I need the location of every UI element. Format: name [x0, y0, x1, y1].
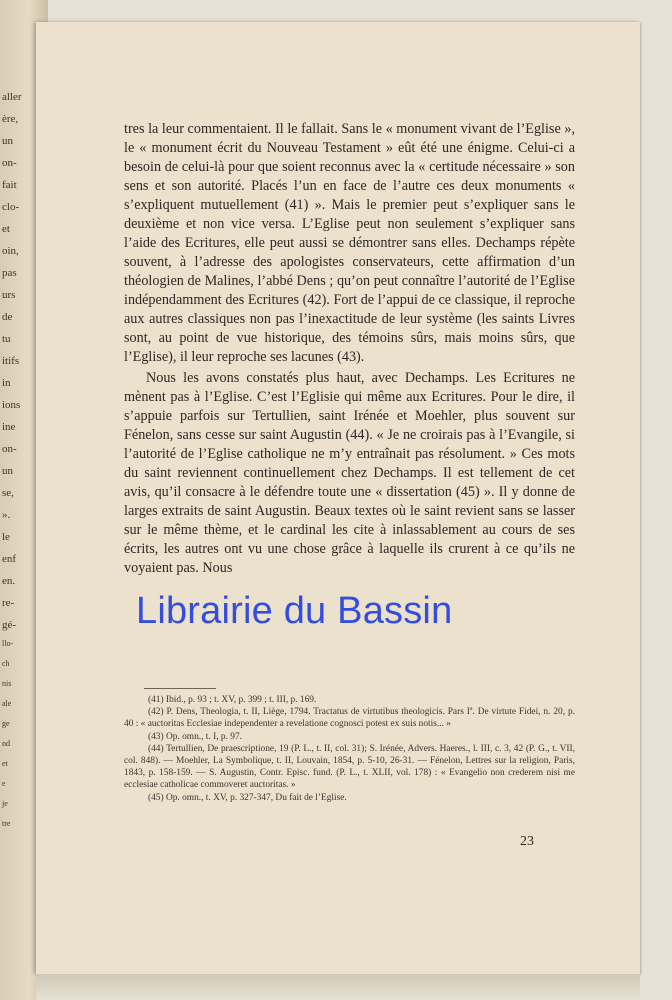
paragraph-1: tres la leur commentaient. Il le fallait. Sans le « monument vivant de l’Eglise », le « monument écrit du Nouveau Testament » eût été une énigme. Celui-ci a besoin de celui-là pour que soient reconnus avec la « certitude nécessaire » son sens et son autorité. Placés l’un en face de l’autre ces deux monuments « s’expliquent mutuellement (41) ». Mais le premier peut s’expliquer sans le deuxième et non vice versa. L’Eglise peut non seulement s’expliquer sans l’aide des Ecritures, elle peut aussi se démontrer sans elles. Dechamps répète souvent, à l’adresse des apologistes conservateurs, cette affirmation d’un théologien de Malines, l’abbé Dens ; qu’on peut connaître l’autorité de l’Eglise indépendamment des Ecritures (42). Fort de l’appui de ce classique, il reproche aux autres classiques non pas l’inexactitude de leur système (les saints Livres sont, au point de vue historique, des témoins sûrs, mais moins sûrs, que l’Eglise), il leur reproche ses lacunes (43).: [124, 121, 575, 365]
left-page-fragment: on-: [2, 157, 17, 169]
left-page-fragment: in: [2, 377, 11, 389]
watermark: Librairie du Bassin: [136, 590, 453, 632]
left-page-fragment: de: [2, 311, 13, 323]
footnote-42: (42) P. Dens, Theologia, t. II, Liège, 1794. Tractatus de virtutibus theologicis. Pars Iª. De virtute Fidei, n. 20, p. 40 : « auctoritas Ecclesiae independenter a revelatione cognosci potest ex suis notis... »: [124, 707, 575, 730]
left-page-fragment: ale: [2, 699, 12, 708]
left-page-fragment: je: [2, 799, 8, 808]
left-page-fragment: clo-: [2, 201, 20, 213]
left-page-fragment: un: [2, 465, 13, 477]
left-page-fragment: tu: [2, 333, 11, 345]
left-page-fragment: nis: [2, 679, 12, 688]
left-page-fragment: re-: [2, 597, 15, 609]
left-page-fragment: aller: [2, 91, 22, 103]
footnote-45: (45) Op. omn., t. XV, p. 327-347, Du fait de l’Eglise.: [148, 792, 347, 803]
left-page-fragment: oin,: [2, 245, 19, 257]
left-page-fragment: on-: [2, 443, 17, 455]
footnotes: [124, 694, 575, 804]
left-page-fragment: urs: [2, 289, 16, 301]
left-page-fragment: et: [2, 759, 8, 768]
left-page-fragment: un: [2, 135, 13, 147]
left-page-fragment: nd: [2, 739, 10, 748]
left-page-fragment: fait: [2, 179, 17, 191]
left-page-fragment: se,: [2, 487, 14, 499]
footnote-41: (41) Ibid., p. 93 ; t. XV, p. 399 ; t. III, p. 169.: [148, 695, 317, 705]
left-page-fragment: ge: [2, 719, 10, 728]
left-page-fragment: ère,: [2, 113, 19, 125]
footnote-44: (44) Tertullien, De praescriptione, 19 (P. L., t. II, col. 31); S. Irénée, Advers. Haeres., l. III, c. 3, 42 (P. G., t. VII, col. 848). — Moehler, La Symbolique, t. II, Louvain, 1854, p. 5-10, 26-31. — Fénelon, Lettres sur la religion, Paris, 1843, p. 158-159. — S. Augustin, Contr. Episc. fund. (P. L., t. XLII, vol. 178) : « Evangelio non crederem nisi me ecclesiae catholicae commoveret auctoritas. »: [124, 743, 575, 791]
left-page-fragment: et: [2, 223, 10, 235]
page-number: 23: [520, 834, 534, 849]
book-page: [36, 22, 640, 974]
left-page-fragment: ions: [2, 399, 21, 411]
body-text: [124, 120, 575, 578]
left-page-fragment: ».: [2, 509, 11, 521]
left-page-fragment: gé-: [2, 619, 17, 631]
paragraph-2: Nous les avons constatés plus haut, avec Dechamps. Les Ecritures ne mènent pas à l’Eglise. C’est l’Eglisie qui même aux Ecritures. Pour le dire, il s’appuie parfois sur Tertullien, saint Irénée et Moehler, plus souvent sur Fénelon, sans cesse sur saint Augustin (44). « Je ne croirais pas à l’Evangile, si l’autorité de l’Eglise catholique ne m’y entraînait pas résolument. » Ces mots du saint reviennent continuellement chez Dechamps. Il est tellement de cet avis, qu’il consacre à le défendre toute une « dissertation (45) ». Il y donne de larges extraits de saint Augustin. Beaux textes où le saint revient sans se lasser sur le même thème, et le cardinal les cite à inlassablement au cours de ses écrits, les autres ont vu une chose grâce à laquelle ils crurent à ce qu’ils ne voyaient pas. Nous: [124, 370, 575, 576]
page-bottom-shadow: [36, 974, 640, 1000]
footnote-43: (43) Op. omn., t. I, p. 97.: [148, 731, 243, 742]
left-page-fragment: llo-: [2, 639, 14, 648]
footnote-rule: [144, 688, 216, 689]
left-page-fragment: le: [2, 531, 10, 543]
left-page-fragment: enf: [2, 553, 17, 565]
left-page-fragment: ine: [2, 421, 16, 433]
left-page-fragment: en.: [2, 575, 16, 587]
left-page-fragment: e: [2, 779, 6, 788]
left-page-fragment: pas: [2, 267, 17, 279]
left-page-fragment: ch: [2, 659, 10, 668]
left-page-fragment: itifs: [2, 355, 20, 367]
left-page-fragment: tre: [2, 819, 11, 828]
